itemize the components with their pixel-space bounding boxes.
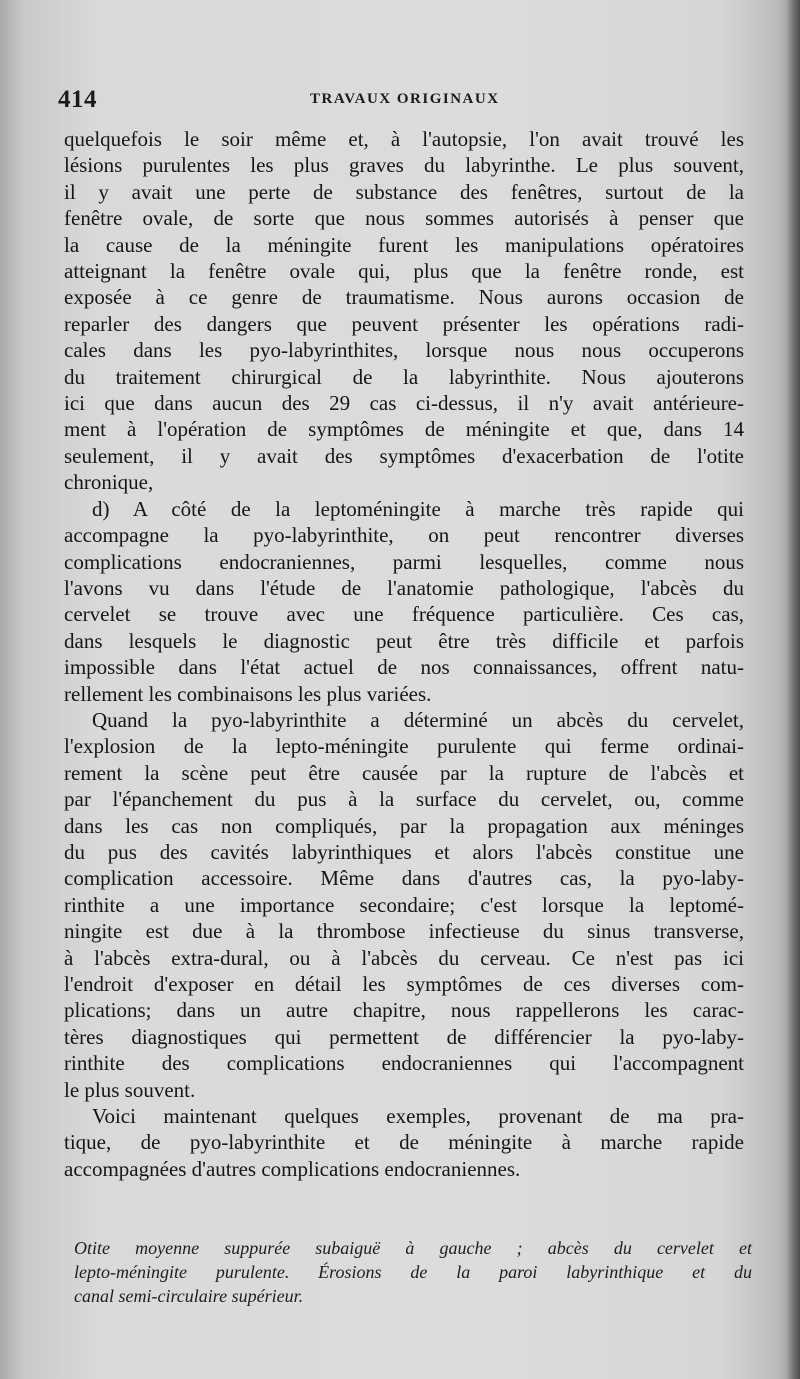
text-line: tique, de pyo-labyrinthite et de méningite à marche rapide [64, 1130, 744, 1155]
page-number: 414 [58, 86, 97, 113]
text-line: rinthite des complications endocraniennes qui l'accompagnent [64, 1051, 744, 1076]
text-line: rement la scène peut être causée par la rupture de l'abcès et [64, 760, 744, 785]
text-line: plications; dans un autre chapitre, nous rappellerons les carac- [64, 998, 744, 1023]
text-line: reparler des dangers que peuvent présenter les opérations radi- [64, 311, 744, 336]
text-line: par l'épanchement du pus à la surface du cervelet, ou, comme [64, 787, 744, 812]
text-line: le plus souvent. [64, 1077, 196, 1102]
text-line: accompagne la pyo-labyrinthite, on peut rencontrer diverses [64, 523, 744, 548]
text-line: rellement les combinaisons les plus variées. [64, 681, 432, 706]
text-line: impossible dans l'état actuel de nos connaissances, offrent natu- [64, 655, 744, 680]
paragraph-4 [64, 1103, 744, 1182]
text-line: il y avait une perte de substance des fenêtres, surtout de la [64, 179, 744, 204]
text-line: tères diagnostiques qui permettent de différencier la pyo-laby- [64, 1024, 744, 1049]
caption-line: Otite moyenne suppurée subaiguë à gauche ; abcès du cervelet et [74, 1238, 752, 1258]
caption-line: canal semi-circulaire supérieur. [74, 1286, 304, 1306]
text-line: seulement, il y avait des symptômes d'exacerbation de l'otite [64, 443, 744, 468]
text-line: lésions purulentes les plus graves du labyrinthe. Le plus souvent, [64, 153, 744, 178]
text-line: du pus des cavités labyrinthiques et alors l'abcès constitue une [64, 839, 744, 864]
page-edge-shadow [786, 0, 800, 1379]
running-title: TRAVAUX ORIGINAUX [310, 91, 500, 107]
caption-line: lepto-méningite purulente. Érosions de la paroi labyrinthique et du [74, 1262, 752, 1282]
paragraph-2 [64, 496, 744, 707]
text-line: accompagnées d'autres complications endocraniennes. [64, 1156, 521, 1181]
text-line: ici que dans aucun des 29 cas ci-dessus, il n'y avait antérieure- [64, 391, 744, 416]
text-line: d) A côté de la leptoméningite à marche très rapide qui [92, 496, 744, 521]
text-line: complication accessoire. Même dans d'autres cas, la pyo-laby- [64, 866, 744, 891]
text-line: l'avons vu dans l'étude de l'anatomie pathologique, l'abcès du [64, 575, 744, 600]
text-line: l'endroit d'exposer en détail les symptômes de ces diverses com- [64, 972, 744, 996]
text-line: fenêtre ovale, de sorte que nous sommes autorisés à penser que [64, 206, 744, 231]
text-line: ment à l'opération de symptômes de méningite et que, dans 14 [64, 417, 744, 442]
text-line: atteignant la fenêtre ovale qui, plus que la fenêtre ronde, est [64, 259, 744, 284]
page-header [58, 86, 748, 116]
text-line: à l'abcès extra-dural, ou à l'abcès du cerveau. Ce n'est pas ici [64, 945, 744, 970]
case-caption [74, 1236, 752, 1308]
body-text [64, 126, 744, 1182]
text-line: cales dans les pyo-labyrinthites, lorsque nous nous occuperons [64, 338, 744, 363]
paragraph-3 [64, 707, 744, 1103]
text-line: la cause de la méningite furent les manipulations opératoires [64, 232, 744, 257]
text-line: chronique, [64, 470, 154, 495]
text-line: Quand la pyo-labyrinthite a déterminé un abcès du cervelet, [92, 707, 744, 732]
text-line: l'explosion de la lepto-méningite purulente qui ferme ordinai- [64, 734, 744, 759]
text-line: quelquefois le soir même et, à l'autopsie, l'on avait trouvé les [64, 127, 744, 151]
text-line: cervelet se trouve avec une fréquence particulière. Ces cas, [64, 602, 744, 627]
text-line: Voici maintenant quelques exemples, provenant de ma pra- [92, 1104, 744, 1129]
text-line: complications endocraniennes, parmi lesquelles, comme nous [64, 549, 744, 574]
text-line: du traitement chirurgical de la labyrinthite. Nous ajouterons [64, 364, 744, 389]
text-line: rinthite a une importance secondaire; c'est lorsque la leptomé- [64, 892, 744, 917]
text-line: dans lesquels le diagnostic peut être très difficile et parfois [64, 628, 744, 653]
text-line: dans les cas non compliqués, par la propagation aux méninges [64, 813, 744, 838]
text-line: exposée à ce genre de traumatisme. Nous aurons occasion de [64, 285, 744, 310]
text-line: ningite est due à la thrombose infectieuse du sinus transverse, [64, 919, 744, 944]
paragraph-1 [64, 126, 744, 496]
